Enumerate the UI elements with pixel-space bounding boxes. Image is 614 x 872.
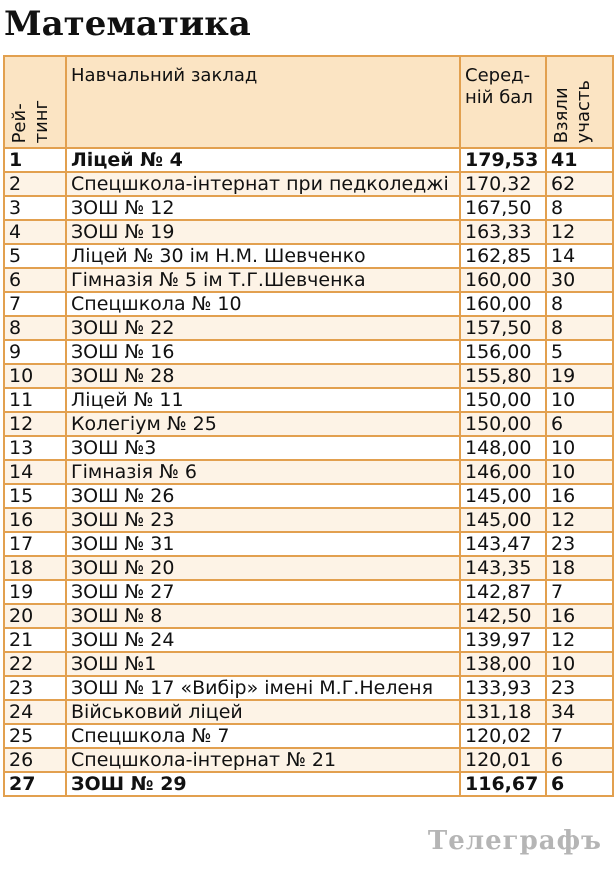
cell-count: 62	[546, 172, 613, 196]
cell-avg: 143,35	[460, 556, 546, 580]
cell-count: 23	[546, 676, 613, 700]
cell-rank: 19	[4, 580, 66, 604]
cell-rank: 27	[4, 772, 66, 796]
cell-rank: 9	[4, 340, 66, 364]
cell-rank: 1	[4, 148, 66, 172]
cell-count: 10	[546, 388, 613, 412]
cell-avg: 133,93	[460, 676, 546, 700]
cell-school: ЗОШ № 20	[66, 556, 460, 580]
cell-rank: 25	[4, 724, 66, 748]
cell-avg: 145,00	[460, 484, 546, 508]
cell-school: Гімназія № 5 ім Т.Г.Шевченка	[66, 268, 460, 292]
cell-school: ЗОШ № 12	[66, 196, 460, 220]
cell-count: 12	[546, 508, 613, 532]
table-row	[4, 316, 613, 340]
cell-school: Колегіум № 25	[66, 412, 460, 436]
cell-avg: 150,00	[460, 388, 546, 412]
cell-count: 19	[546, 364, 613, 388]
cell-rank: 22	[4, 652, 66, 676]
cell-school: ЗОШ № 31	[66, 532, 460, 556]
cell-rank: 8	[4, 316, 66, 340]
cell-school: ЗОШ № 24	[66, 628, 460, 652]
cell-avg: 116,67	[460, 772, 546, 796]
table-row	[4, 772, 613, 796]
table-row	[4, 604, 613, 628]
cell-avg: 179,53	[460, 148, 546, 172]
table-row	[4, 748, 613, 772]
table-row	[4, 388, 613, 412]
cell-avg: 157,50	[460, 316, 546, 340]
cell-rank: 10	[4, 364, 66, 388]
cell-school: ЗОШ № 27	[66, 580, 460, 604]
cell-avg: 162,85	[460, 244, 546, 268]
table-row	[4, 196, 613, 220]
cell-count: 6	[546, 412, 613, 436]
cell-count: 10	[546, 436, 613, 460]
cell-school: ЗОШ № 19	[66, 220, 460, 244]
page-title: Математика	[4, 4, 251, 44]
ranking-table-container	[3, 55, 612, 869]
table-row	[4, 508, 613, 532]
table-row	[4, 580, 613, 604]
cell-school: Гімназія № 6	[66, 460, 460, 484]
table-row	[4, 652, 613, 676]
cell-school: ЗОШ № 23	[66, 508, 460, 532]
table-row	[4, 244, 613, 268]
ranking-table	[3, 55, 614, 797]
cell-count: 41	[546, 148, 613, 172]
cell-school: ЗОШ №1	[66, 652, 460, 676]
cell-count: 16	[546, 604, 613, 628]
cell-count: 8	[546, 316, 613, 340]
cell-school: ЗОШ № 16	[66, 340, 460, 364]
cell-count: 12	[546, 628, 613, 652]
cell-rank: 16	[4, 508, 66, 532]
cell-count: 34	[546, 700, 613, 724]
cell-count: 10	[546, 652, 613, 676]
cell-rank: 21	[4, 628, 66, 652]
cell-school: Військовий ліцей	[66, 700, 460, 724]
cell-avg: 146,00	[460, 460, 546, 484]
cell-school: ЗОШ №3	[66, 436, 460, 460]
cell-school: Спецшкола № 7	[66, 724, 460, 748]
header-rank-label: Рей- тинг	[9, 99, 52, 143]
cell-count: 23	[546, 532, 613, 556]
cell-rank: 5	[4, 244, 66, 268]
table-row	[4, 436, 613, 460]
cell-school: ЗОШ № 22	[66, 316, 460, 340]
table-row	[4, 148, 613, 172]
cell-school: Ліцей № 30 ім Н.М. Шевченко	[66, 244, 460, 268]
cell-rank: 13	[4, 436, 66, 460]
watermark-logo: Телеграфъ	[427, 826, 602, 856]
cell-avg: 131,18	[460, 700, 546, 724]
cell-avg: 139,97	[460, 628, 546, 652]
cell-school: ЗОШ № 29	[66, 772, 460, 796]
header-count-label: Взяли участь	[551, 79, 594, 143]
table-row	[4, 532, 613, 556]
cell-count: 7	[546, 580, 613, 604]
cell-avg: 120,02	[460, 724, 546, 748]
table-row	[4, 340, 613, 364]
cell-rank: 23	[4, 676, 66, 700]
header-rank	[4, 56, 66, 148]
table-row	[4, 268, 613, 292]
cell-count: 8	[546, 292, 613, 316]
cell-avg: 170,32	[460, 172, 546, 196]
cell-rank: 4	[4, 220, 66, 244]
cell-avg: 120,01	[460, 748, 546, 772]
cell-avg: 156,00	[460, 340, 546, 364]
cell-rank: 14	[4, 460, 66, 484]
cell-count: 30	[546, 268, 613, 292]
cell-rank: 12	[4, 412, 66, 436]
cell-rank: 2	[4, 172, 66, 196]
cell-count: 6	[546, 772, 613, 796]
table-row	[4, 364, 613, 388]
cell-avg: 150,00	[460, 412, 546, 436]
cell-avg: 138,00	[460, 652, 546, 676]
cell-avg: 142,87	[460, 580, 546, 604]
cell-count: 14	[546, 244, 613, 268]
cell-rank: 7	[4, 292, 66, 316]
table-row	[4, 484, 613, 508]
cell-avg: 143,47	[460, 532, 546, 556]
cell-count: 5	[546, 340, 613, 364]
cell-count: 6	[546, 748, 613, 772]
header-row	[4, 56, 613, 148]
cell-avg: 167,50	[460, 196, 546, 220]
cell-rank: 3	[4, 196, 66, 220]
header-count	[546, 56, 613, 148]
header-avg-label: Серед- ній бал	[465, 65, 533, 108]
cell-avg: 160,00	[460, 292, 546, 316]
cell-avg: 148,00	[460, 436, 546, 460]
cell-count: 12	[546, 220, 613, 244]
table-row	[4, 628, 613, 652]
cell-school: ЗОШ № 26	[66, 484, 460, 508]
table-row	[4, 556, 613, 580]
cell-avg: 145,00	[460, 508, 546, 532]
cell-avg: 163,33	[460, 220, 546, 244]
cell-rank: 24	[4, 700, 66, 724]
table-row	[4, 676, 613, 700]
cell-avg: 160,00	[460, 268, 546, 292]
table-row	[4, 172, 613, 196]
header-school: Навчальний заклад	[66, 56, 460, 148]
cell-count: 8	[546, 196, 613, 220]
cell-avg: 142,50	[460, 604, 546, 628]
cell-rank: 15	[4, 484, 66, 508]
cell-rank: 20	[4, 604, 66, 628]
cell-school: Ліцей № 11	[66, 388, 460, 412]
table-body	[4, 148, 613, 796]
cell-school: Ліцей № 4	[66, 148, 460, 172]
cell-rank: 11	[4, 388, 66, 412]
table-row	[4, 220, 613, 244]
cell-school: ЗОШ № 17 «Вибір» імені М.Г.Неленя	[66, 676, 460, 700]
cell-count: 10	[546, 460, 613, 484]
cell-count: 18	[546, 556, 613, 580]
cell-school: Спецшкола-інтернат при педколеджі	[66, 172, 460, 196]
cell-rank: 18	[4, 556, 66, 580]
cell-count: 7	[546, 724, 613, 748]
table-row	[4, 292, 613, 316]
cell-school: Спецшкола № 10	[66, 292, 460, 316]
table-row	[4, 724, 613, 748]
table-row	[4, 460, 613, 484]
cell-school: ЗОШ № 28	[66, 364, 460, 388]
cell-rank: 6	[4, 268, 66, 292]
cell-count: 16	[546, 484, 613, 508]
cell-school: ЗОШ № 8	[66, 604, 460, 628]
table-row	[4, 700, 613, 724]
cell-avg: 155,80	[460, 364, 546, 388]
cell-rank: 17	[4, 532, 66, 556]
cell-rank: 26	[4, 748, 66, 772]
table-row	[4, 412, 613, 436]
header-avg	[460, 56, 546, 148]
cell-school: Спецшкола-інтернат № 21	[66, 748, 460, 772]
